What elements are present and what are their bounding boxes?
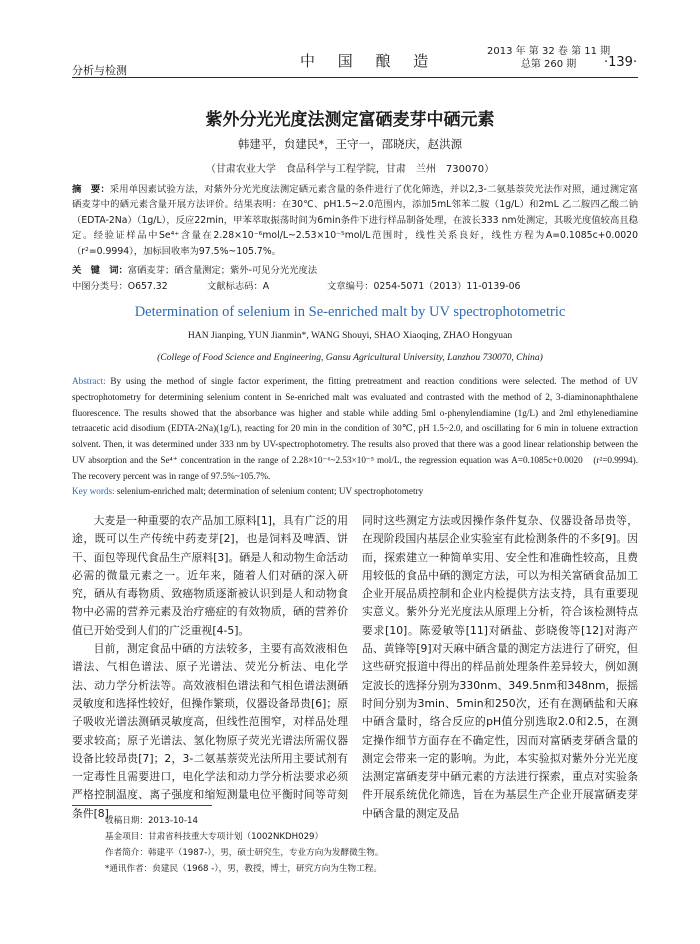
issue-line-2: 总第 260 期 <box>520 59 577 70</box>
paper-title: 紫外分光光度法测定富硒麦芽中硒元素 <box>205 110 495 130</box>
english-abstract <box>72 374 638 485</box>
body-column-left <box>72 512 348 823</box>
classification-row <box>72 278 638 292</box>
fund-project: 基金项目：甘肃省科技重大专项计划（1002NKDH029） <box>105 832 324 842</box>
chinese-abstract <box>72 182 638 259</box>
affiliation: （甘肃农业大学 食品科学与工程学院，甘肃 兰州 730070） <box>205 164 495 175</box>
english-keywords <box>72 486 638 496</box>
received-date: 收稿日期：2013-10-14 <box>105 816 198 826</box>
section-label: 分析与检测 <box>72 64 127 77</box>
corresponding-author: *通讯作者：贠建民（1968 -），男，教授，博士，研究方向为生物工程。 <box>105 864 382 874</box>
keywords-label: 关 键 词： <box>72 265 128 276</box>
journal-name: 中 国 酿 造 <box>300 52 438 70</box>
clc-number: 中图分类号：O657.32 <box>72 281 168 292</box>
body-paragraph: 大麦是一种重要的农产品加工原料[1]，具有广泛的用途，既可以生产传统中药麦芽[2]，也是饲料及啤酒、饼干、面包等现代食品生产原料[3]。硒是人和动物生命活动必需的微量元素之一。近年来，随着人们对硒的深入研究，硒从有毒物质、致癌物质逐渐被认识到是人和动物食物中必需的营养元素及治疗癌症的有效物质，硒的营养价值已开始受到人们的广泛重视[4-5]。 <box>72 514 348 637</box>
english-authors: HAN Jianping, YUN Jianmin*, WANG Shouyi, SHAO Xiaoqing, ZHAO Hongyuan <box>187 330 513 341</box>
body-paragraph: 同时这些测定方法或因操作条件复杂、仪器设备昂贵等，在现阶段国内基层企业实验室有此检测条件的不多[9]。因而，探索建立一种简单实用、安全性和准确性较高，且费用较低的食品中硒的测定方法，可以为相关富硒食品加工企业开展品质控制和企业内检提供方法支持，具有重要现实意义。紫外分光光度法从原理上分析，符合该检测特点要求[10]。陈爱敏等[11]对硒盐、彭晓俊等[12]对海产品、黄锋等[9]对天麻中硒含量的测定方法进行了研究，但这些研究报道中得出的样品前处理条件差异较大，例如测定波长的选择分别为330nm、349.5nm和348nm，振摇时间分别为3min、5min和250次，还有在测硒盐和天麻中硒含量时，络合反应的pH值分别选取2.0和2.5，在测定操作细节方面存在不确定性，因而对富硒麦芽硒含量的测定会带来一定的影响。为此，本实验拟对紫外分光光度法测定富硒麦芽中硒元素的方法进行探索，重点对实验条件开展系统优化筛选，旨在为基层生产企业开展富硒麦芽中硒含量的测定及品 <box>362 514 638 820</box>
abstract-text: 采用单因素试验方法，对紫外分光光度法测定硒元素含量的条件进行了优化筛选，并以2,3-二氨基萘荧光法作对照，通过测定富硒麦芽中的硒元素含量开展方法评价。结果表明：在30℃、pH1.5~2.0范围内，添加5mL邻苯二胺（1g/L）和2mL 乙二胺四乙酸二钠（EDTA-2Na）（1g/L），反应22min，甲苯萃取振荡时间为6min条件下进行样品制备处理，在波长333 nm处测定，其吸光度值较高且稳定。经验证样品中Se⁴⁺含量在2.28×10⁻⁶mol/L~2.53×10⁻⁵mol/L范围时，线性关系良好，线性方程为A=0.1085c+0.0020（r²=0.9994），加标回收率为97.5%~105.7%。 <box>72 184 638 257</box>
body-column-right <box>362 512 638 823</box>
english-abstract-text: By using the method of single factor experiment, the fitting pretreatment and reaction conditions were selected. The method of UV spectrophotometry for determining selenium content in Se-enriched malt was evaluated and contrasted with the method of 2, 3-diaminonaphthalene fluorescence. The results showed that the absorbance was higher and stable while adding 5ml o-phenylendiamine (1g/L) and 2ml ethylenediamine tetraacetic acid disodium (EDTA-2Na)(1g/L), reacting for 20 min in the condition of 30℃, pH 1.5~2.0, and oscillating for 6 min in toluene extraction solvent. Then, it was determined under 333 nm by UV-spectrophotometry. The results also proved that there was a good linear relationship between the UV absorption and the Se⁴⁺ concentration in the range of 2.28×10⁻⁶~2.53×10⁻⁵ mol/L, the regression equation was A=0.1085c+0.0020 (r²=0.9994). The recovery percent was in range of 97.5%~105.7%. <box>72 376 638 481</box>
keywords-text: 富硒麦芽；硒含量测定；紫外-可见分光光度法 <box>127 265 318 276</box>
author-bio: 作者简介：韩建平（1987-），男，硕士研究生，专业方向为发酵微生物。 <box>105 848 384 858</box>
english-keywords-text: selenium-enriched malt; determination of selenium content; UV spectrophotometry <box>116 486 424 496</box>
page-number: ·139· <box>604 55 638 70</box>
english-affiliation: (College of Food Science and Engineering, Gansu Agricultural University, Lanzhou 730070, China) <box>157 352 543 363</box>
article-number: 文章编号：0254-5071（2013）11-0139-06 <box>327 281 521 292</box>
header-rule <box>72 77 638 78</box>
abstract-label: 摘 要： <box>72 184 110 195</box>
author-list: 韩建平，贠建民*，王守一，邵晓庆，赵洪源 <box>237 137 463 151</box>
issue-line-1: 2013 年 第 32 卷 第 11 期 <box>487 46 611 57</box>
document-code: 文献标志码：A <box>207 281 270 292</box>
english-keywords-label: Key words: <box>72 486 115 496</box>
body-paragraph: 目前，测定食品中硒的方法较多，主要有高效液相色谱法、气相色谱法、原子光谱法、荧光分析法、电化学法、动力学分析法等。高效液相色谱法和气相色谱法测硒灵敏度和选择性较好，但操作繁琐，仪器设备昂贵[6]；原子吸收光谱法测硒灵敏度高，但线性范围窄，对样品处理要求较高；原子光谱法、氢化物原子荧光光谱法所需仪器设备比较昂贵[7]；2，3-二氨基萘荧光法所用主要试剂有一定毒性且需要进口，电化学法和动力学分析法要求必须严格控制温度、离子强度和缩短测量电位平衡时间等苛刻条件[8]。 <box>72 642 348 820</box>
footnote-rule <box>72 805 212 806</box>
english-abstract-label: Abstract: <box>72 376 106 386</box>
english-title: Determination of selenium in Se-enriched malt by UV spectrophotometric <box>134 304 566 320</box>
keywords-row <box>72 262 638 276</box>
issue-info <box>487 45 610 71</box>
